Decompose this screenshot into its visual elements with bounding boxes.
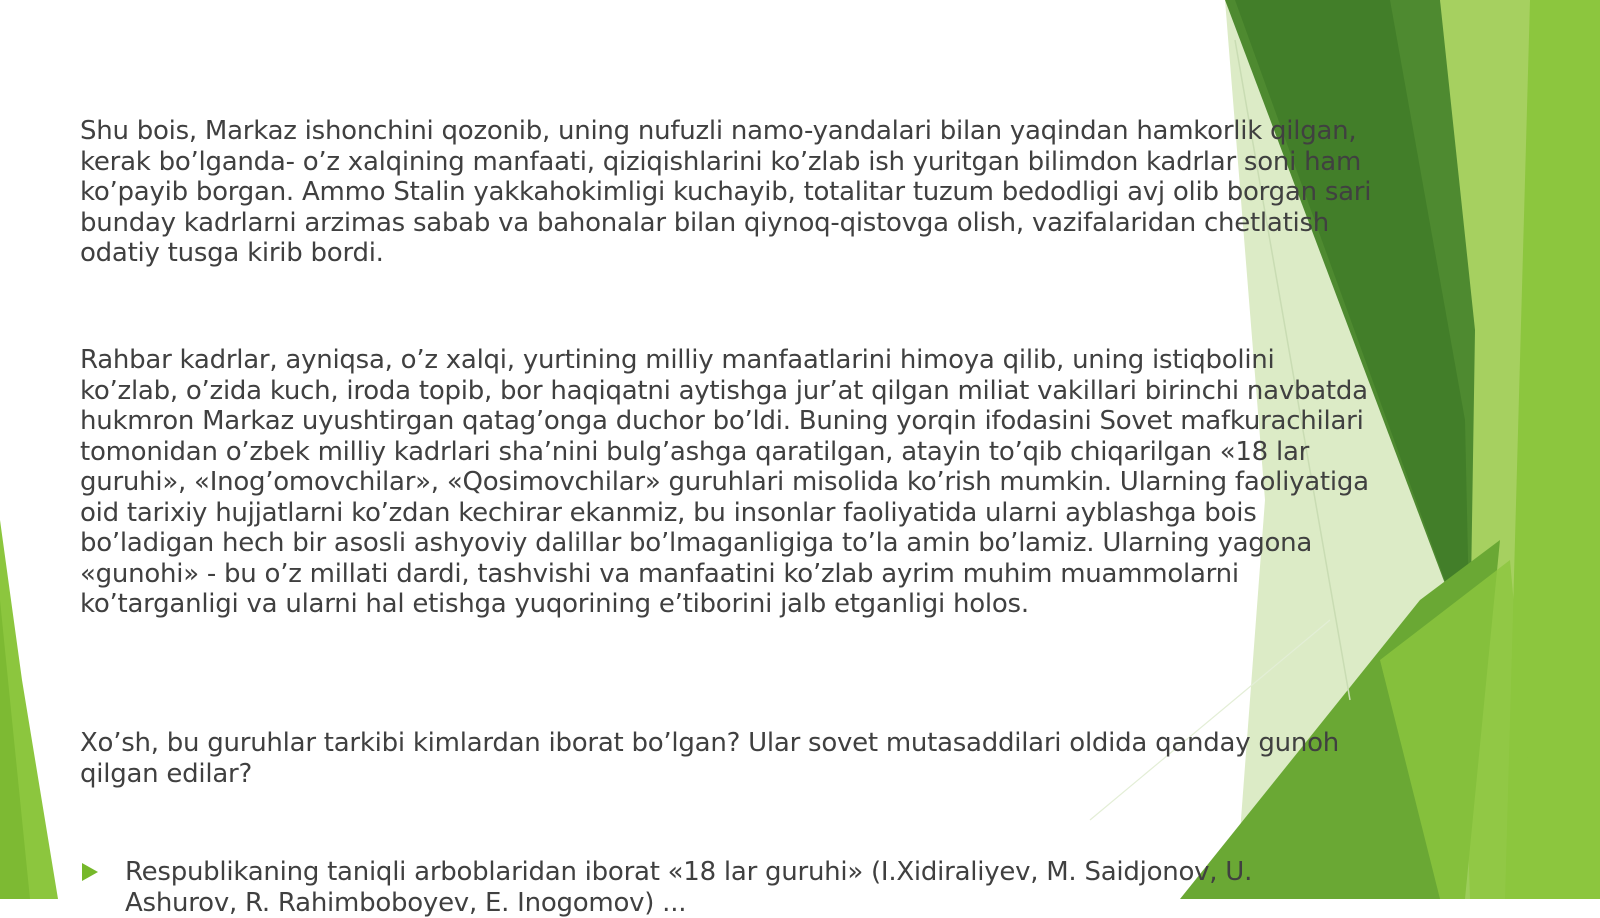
bullet-item [80, 857, 1380, 917]
paragraph-3: Xo’sh, bu guruhlar tarkibi kimlardan iborat bo’lgan? Ular sovet mutasaddilari oldida qanday gunoh qilgan edilar? [80, 728, 1339, 789]
paragraph-2: Rahbar kadrlar, ayniqsa, o’z xalqi, yurtining milliy manfaatlarini himoya qilib, uning istiqbolini ko’zlab, o’zida kuch, iroda topib, bor haqiqatni aytishga jur’at qilgan miliat vakillari birinchi navbatda hukmron Markaz uyushtirgan qatag’onga duchor bo’ldi. Buning yorqin ifodasini Sovet mafkurachilari tomonidan o’zbek milliy kadrlari sha’nini bulg’ashga qaratilgan, atayin to’qib chiqarilgan «18 lar guruhi», «Inog’omovchilar», «Qosimovchilar» guruhlari misolida ko’rish mumkin. Ularning faoliyatiga oid tarixiy hujjatlarni ko’zdan kechirar ekanmiz, bu insonlar faoliyatida ularni ayblashga bois bo’ladigan hech bir asosli ashyoviy dalillar bo’lmaganligiga to’la amin bo’lamiz. Ularning yagona «gunohi» - bu o’z millati dardi, tashvishi va manfaatini ko’zlab ayrim muhim muammolarni ko’targanligi va ularni hal etishga yuqorining e’tiborini jalb etganligi holos. [80, 345, 1369, 619]
paragraph-1: Shu bois, Markaz ishonchini qozonib, uning nufuzli namo-yandalari bilan yaqindan hamkorlik qilgan, kerak bo’lganda- o’z xalqining manfaati, qiziqishlarini ko’zlab ish yuritgan bilimdon kadrlar soni ham ko’payib borgan. Ammo Stalin yakkahokimligi kuchayib, totalitar tuzum bedodligi avj olib borgan sari bunday kadrlarni arzimas sabab va bahonalar bilan qiynoq-qistovga olish, vazifalaridan chetlatish odatiy tusga kirib bordi. [80, 116, 1372, 268]
triangle-bullet-icon [82, 863, 98, 881]
bullet-text: Respublikaning taniqli arboblaridan iborat «18 lar guruhi» (I.Xidiraliyev, M. Saidjonov, U. Ashurov, R. Rahimboboyev, E. Inogomov) ... [125, 857, 1253, 918]
